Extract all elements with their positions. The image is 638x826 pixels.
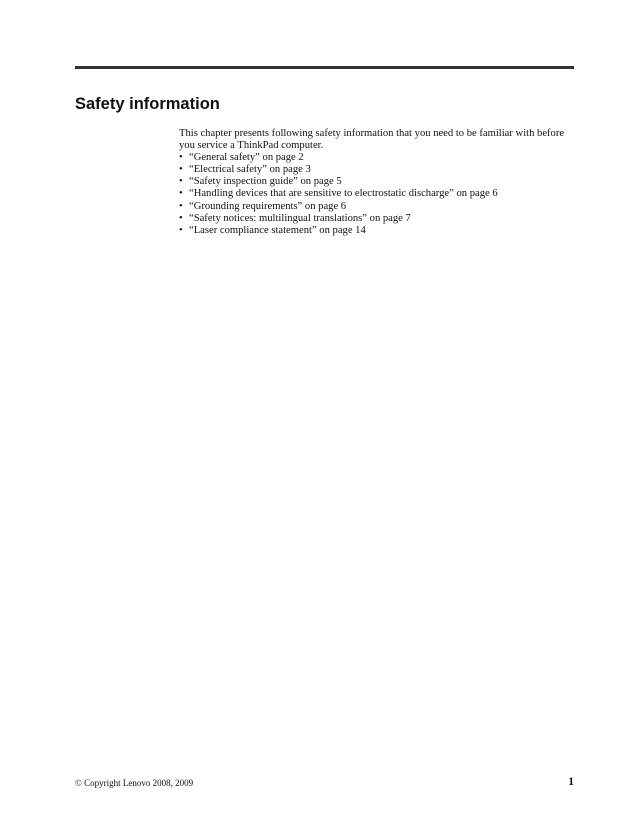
- top-rule: [75, 66, 574, 69]
- footer-copyright: © Copyright Lenovo 2008, 2009: [75, 778, 194, 788]
- topic-link-text[interactable]: “Electrical safety” on page 3: [189, 164, 311, 176]
- topic-link-text[interactable]: “Grounding requirements” on page 6: [189, 200, 347, 212]
- topic-link-text[interactable]: “Handling devices that are sensitive to electrostatic discharge” on page 6: [189, 188, 498, 200]
- page-number: 1: [568, 776, 574, 788]
- topic-link-electrical-safety[interactable]: [179, 164, 574, 176]
- bullet-icon: •: [179, 212, 183, 224]
- topic-link-grounding-requirements[interactable]: [179, 201, 574, 213]
- topic-link-laser-compliance[interactable]: [179, 225, 574, 237]
- topic-link-text[interactable]: “Safety notices: multilingual translations” on page 7: [189, 212, 411, 224]
- section-title: Safety information: [75, 95, 220, 113]
- topic-link-handling-esd-devices[interactable]: [179, 188, 574, 200]
- bullet-icon: •: [179, 200, 183, 212]
- topic-link-general-safety[interactable]: [179, 152, 574, 164]
- intro-paragraph: This chapter presents following safety information that you need to be familiar with before you service a ThinkPad computer.: [179, 128, 565, 152]
- topic-link-text[interactable]: “Safety inspection guide” on page 5: [189, 176, 342, 188]
- topic-link-safety-inspection-guide[interactable]: [179, 176, 574, 188]
- bullet-icon: •: [179, 152, 183, 164]
- bullet-icon: •: [179, 188, 183, 200]
- chapter-body: [179, 128, 574, 237]
- topic-link-text[interactable]: “General safety” on page 2: [189, 152, 304, 164]
- topic-link-text[interactable]: “Laser compliance statement” on page 14: [189, 224, 366, 236]
- bullet-icon: •: [179, 164, 183, 176]
- topic-link-list: [179, 152, 574, 237]
- bullet-icon: •: [179, 224, 183, 236]
- bullet-icon: •: [179, 176, 183, 188]
- topic-link-safety-notices[interactable]: [179, 213, 574, 225]
